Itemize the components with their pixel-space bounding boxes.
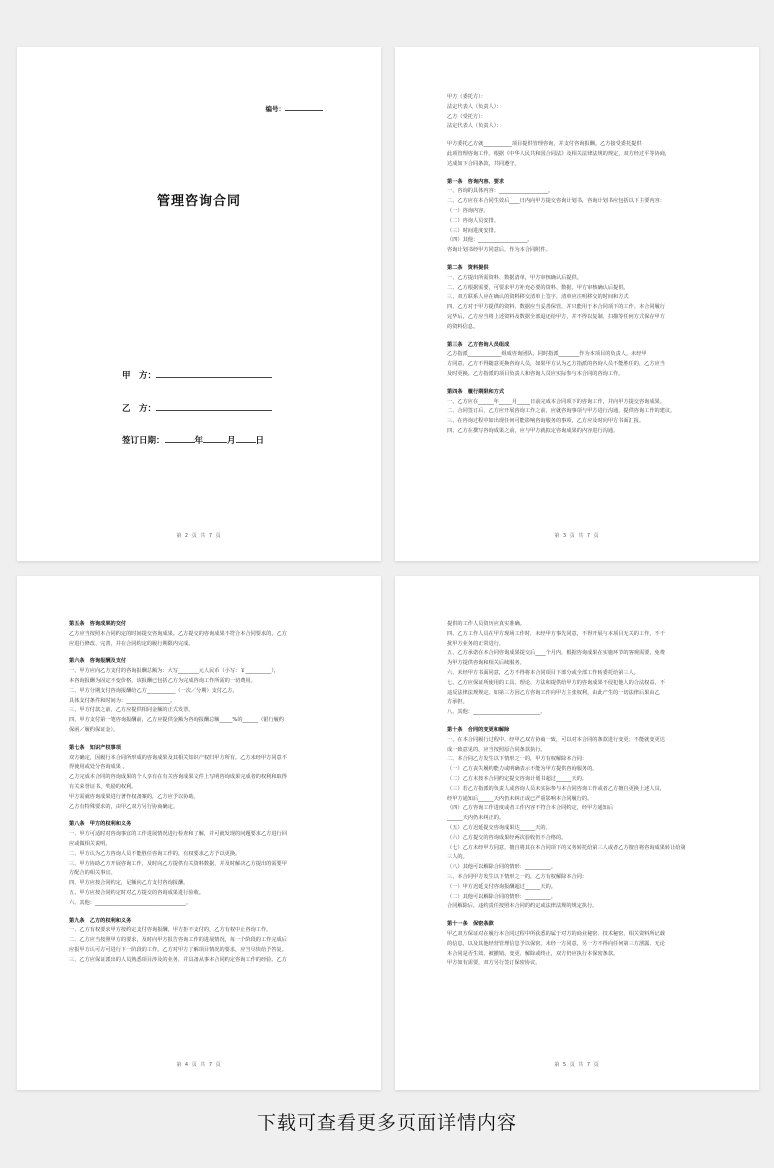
page-number: 第 2 页 共 7 页	[176, 533, 222, 539]
text-line: 方配合的相关事宜。	[69, 870, 116, 877]
text-line: 法定代表人（负责人）：	[447, 103, 502, 110]
paragraph-gap	[69, 909, 329, 917]
party-b-label: 乙 方：	[122, 404, 157, 414]
text-line: 此项管理咨询工作。根据《中华人民共和国合同法》及相关法律法规的规定，双方经过平等协商，	[447, 150, 671, 157]
clause-heading: 第二条 资料提供	[447, 264, 489, 271]
text-line: 乙方（受托方）：	[447, 113, 486, 120]
text-line: 方承担。	[447, 699, 468, 706]
text-line: 的资料信息。	[447, 323, 479, 330]
party-b-blank	[156, 401, 272, 411]
text-line: （六）乙方提交的咨询成果经两次验收仍不合格的。	[447, 834, 567, 841]
text-line: 经甲方通知后______天内仍未纠正或已严重影响本合同履行的。	[447, 795, 593, 802]
text-line: 四、甲方应按合同约定，足额向乙方支付咨询报酬。	[69, 880, 189, 887]
paragraph-gap	[447, 132, 707, 140]
paragraph-gap	[447, 380, 707, 388]
text-line: 合同解除后，违约责任按照本合同的约定或法律法规的规定执行。	[447, 903, 598, 910]
clause-heading: 第三条 乙方咨询人员组成	[447, 341, 510, 348]
text-line: 为甲方提供咨询和相关后续服务。	[447, 660, 525, 667]
page-body	[69, 620, 329, 966]
paragraph-gap	[447, 333, 707, 341]
text-line: 一、咨询的具体内容：___________________。	[447, 188, 554, 195]
party-a-label: 甲 方：	[122, 371, 157, 381]
text-line: 二、乙方应在本合同生效后____日内向甲方提交咨询计划书，咨询计划书应包括以下主要内容：	[447, 198, 665, 205]
text-line: 成一致意见的，应当按照原合同条款执行。	[447, 746, 546, 753]
sign-date-label: 签订日期：	[122, 436, 165, 446]
text-line: 及时更换。乙方指派的项目负责人和咨询人员应实际参与本合同的咨询工作。	[447, 370, 624, 377]
day-label: 日	[255, 436, 265, 446]
text-line: 乙方有特殊要求的，由甲乙双方另行协商确定。	[69, 803, 178, 810]
text-line: 六、未经甲方书面同意，乙方不得将本合同项目下部分或全部工作转委托给第三人。	[447, 669, 639, 676]
text-line: 三、甲方协助乙方开展咨询工作，及时向乙方提供有关资料数据，并及时解决乙方提出的需要甲	[69, 860, 287, 867]
text-line: 五、甲方应按合同约定时对乙方提交的咨询成果进行验收。	[69, 889, 204, 896]
month-blank	[203, 433, 227, 443]
text-line: 咨询计划书经甲方同意后，作为本合同附件。	[447, 247, 551, 254]
text-line: （三）若乙方指派的负责人或咨询人员未实际参与本合同咨询工作或者乙方擅自更换上述人员，	[447, 785, 665, 792]
document-page-5	[395, 576, 759, 1090]
page-body	[447, 620, 707, 969]
contract-title: 管理咨询合同	[156, 194, 241, 209]
text-line: 二、甲方认为乙方咨询人员不能胜任咨询工作的，有权要求乙方予以更换。	[69, 850, 241, 857]
download-more-caption: 下载可查看更多页面详情内容	[256, 1112, 517, 1134]
clause-heading: 第四条 履行期限和方式	[447, 388, 505, 395]
text-line: 六、其他：___________________________________。	[69, 899, 191, 906]
text-line: 本咨询报酬为固定不变价格，该报酬已包括乙方为完成咨询工作所需的一切费用。	[69, 677, 256, 684]
party-a-line	[122, 368, 272, 381]
text-line: 的信息，以及其他经营管理信息予以保密。未经一方同意，另一方不得向任何第三方泄露、无论	[447, 940, 665, 947]
text-line: 甲方（委托方）：	[447, 94, 486, 100]
text-line: 乙方应当按照本合同约定的时间提交咨询成果。乙方提交的咨询成果不符合本合同要求的，乙方	[69, 630, 287, 637]
text-line: 甲方如有需要，双方另行签订保密协议。	[447, 960, 541, 967]
text-line: 二、甲方分期支付咨询报酬给乙方___________（一次／分期）支付乙方。	[69, 687, 238, 694]
text-line: 达成如下合同条款，共同遵守。	[447, 160, 520, 167]
text-line: 四、乙方在撰写咨询成果之前，应与甲方就拟定咨询成果的内容进行沟通。	[447, 427, 619, 434]
clause-heading: 第十一条 保密条款	[447, 921, 494, 928]
party-b-line	[122, 401, 272, 414]
text-line: （五）乙方迟延提交咨询成果达______天的。	[447, 824, 551, 831]
text-line: （一）甲方迟延支付咨询报酬超过______天的。	[447, 883, 556, 890]
text-line: 一、乙方有权要求甲方按约定支付咨询报酬，甲方拒不支付的，乙方有权中止咨询工作。	[69, 927, 272, 934]
text-line: 法定代表人（负责人）：	[447, 123, 502, 130]
text-line: （二）其他可以解除合同的情形：__________。	[447, 893, 556, 900]
text-line: （一）咨询内容。	[447, 207, 489, 214]
day-blank	[236, 433, 256, 443]
text-line: （四）其他：___________________。	[447, 237, 533, 244]
text-line: 三、双方联系人应在确认的资料移交清单上签字，清单应注明移交的时间和方式	[447, 294, 629, 301]
text-line: （八）其他可以解除合同的情形：__________。	[447, 864, 556, 871]
paragraph-gap	[69, 649, 329, 657]
text-line: 三、在咨询过程中如出现任何可能影响咨询服务的事项，乙方应及时向甲方书面汇报。	[447, 418, 645, 425]
clause-heading: 第一条 咨询内容、要求	[447, 178, 505, 185]
text-line: 一、甲方应向乙方支付的咨询报酬总额为：大写________元人民币（小写：￥__________），	[69, 668, 280, 675]
paragraph-gap	[447, 912, 707, 920]
text-line: 二、合同签订后，乙方应开展咨询工作之前，应就咨询事项与甲方进行沟通，提供咨询工作的建议。	[447, 408, 676, 415]
text-line: ______天内仍未纠正的。	[447, 815, 505, 822]
text-line: 二、乙方根据需要，可要求甲方补充必要的资料、数据，甲方审核确认后提供。	[447, 284, 629, 291]
text-line: （一）乙方丧失履约能力或明确表示不能为甲方提供咨询服务的。	[447, 766, 598, 773]
paragraph-gap	[447, 718, 707, 726]
text-line: （四）乙方咨询工作进度或者工作内容不符合本合同约定，经甲方通知后	[447, 805, 614, 812]
text-line: 四、甲方支付第一笔咨询报酬前，乙方应提供金额为咨询报酬总额_____%的______（银行履约	[69, 717, 285, 724]
text-line: 乙方指派_____________组成咨询团队，同时指派________作为本项目的负责人。未经甲	[447, 351, 647, 358]
text-line: 甲乙双方保证对在履行本合同过程中所获悉的属于对方的商业秘密、技术秘密、相关资料所记载	[447, 930, 665, 937]
document-page-4	[17, 576, 381, 1090]
text-line: 双方确定，因履行本合同所形成的咨询成果及其相关知识产权归甲方所有。乙方未经甲方同意不	[69, 754, 287, 761]
text-line: 三人的。	[447, 854, 468, 861]
text-line: 方同意，乙方不得随意更换咨询人员，如果甲方认为乙方指派的咨询人员不能胜任的，乙方应当	[447, 361, 665, 368]
text-line: 完毕后，乙方应当将上述资料及数据全部退还给甲方，并不得以复制、扫描等任何方式保存甲方	[447, 313, 665, 320]
text-line: 甲方委托乙方就___________项目提供管理咨询，并支付咨询报酬。乙方接受委托提供	[447, 141, 642, 148]
text-line: 四、乙方对于甲方提供的资料、数据应当妥善保管，并只能用于本合同项下的工作。本合同履行	[447, 304, 665, 311]
document-page-cover	[17, 47, 381, 561]
clause-heading: 第七条 知识产权事项	[69, 744, 121, 751]
text-line: （三）时间进度安排。	[447, 227, 499, 234]
text-line: （二）乙方未按本合同约定提交咨询计划书超过______天的。	[447, 775, 588, 782]
text-line: 八、其他：__________________________。	[447, 709, 546, 716]
year-label: 年	[194, 436, 204, 446]
paragraph-gap	[447, 256, 707, 264]
page-body	[447, 93, 707, 437]
text-line: （七）乙方未经甲方同意，擅自将其在本合同项下的义务转托给第三人或者乙方擅自将咨询成果转让给第	[447, 844, 686, 851]
serial-number-field	[266, 104, 324, 113]
text-line: 应或做相关说明。	[69, 840, 111, 847]
document-page-3	[395, 47, 759, 561]
text-line: 甲方需就咨询成果进行著作权备案的，乙方应予以协助。	[69, 793, 199, 800]
clause-heading: 第五条 咨询成果的交付	[69, 621, 127, 627]
text-line: 乙方完成本合同的咨询成果的个人享有在有关咨询成果文件上写明咨询成果完成者的权利和取得	[69, 774, 287, 781]
text-line: 三、本合同甲方发生以下情形之一的，乙方有权解除本合同：	[447, 873, 588, 880]
text-line: 应进行修改、完善，并在合同约定的履行期限内完成。	[69, 640, 194, 647]
text-line: 二、本合同乙方发生以下情形之一的，甲方有权解除本合同：	[447, 756, 588, 763]
month-label: 月	[227, 436, 236, 446]
serial-blank	[285, 104, 323, 111]
text-line: 扰甲方业务的正常进行。	[447, 640, 505, 647]
sign-date-line	[122, 433, 264, 446]
text-line: 三、乙方应保证派出的人员熟悉项目涉及的业务，并具备从事本合同约定咨询工作的经验。乙方	[69, 956, 287, 963]
text-line: 违反法律法规规定。如第三方因乙方咨询工作向甲方主张权利，由此产生的一切法律后果由乙	[447, 689, 660, 696]
text-line: 具体支付条件和时间为：_________________。	[69, 697, 176, 704]
text-line: 七、乙方应保证所使用的工具、理论、方法和提供给甲方的咨询成果不侵犯他人的合法权益，不	[447, 679, 665, 686]
text-line: 应报甲方认可方可进行下一阶段的工作。乙方对甲方了解项目情况的要求，应当尽快给予答复。	[69, 946, 287, 953]
paragraph-gap	[69, 736, 329, 744]
clause-heading: 第六条 咨询报酬及支付	[69, 658, 127, 665]
clause-heading: 第九条 乙方的权利和义务	[69, 917, 132, 924]
text-line: 本合同是否生效、被撤销、变更、解除或终止，双方仍应执行本保密条款。	[447, 950, 619, 957]
text-line: 有关荣誉证书、奖励的权利。	[69, 783, 137, 790]
paragraph-gap	[447, 170, 707, 178]
text-line: 得使用或处分咨询成果 。	[69, 764, 128, 771]
text-line: 提供的工作人员资历应真实准确。	[447, 621, 525, 627]
party-a-blank	[156, 368, 272, 378]
text-line: 一、甲方可适时对咨询事宜的工作进展情况进行检查和了解，并可就发现的问题要求乙方进行回	[69, 831, 287, 838]
clause-heading: 第十条 合同的变更和解除	[447, 726, 510, 733]
text-line: 四、乙方工作人员在甲方现场工作时，未经甲方事先同意，不得开展与本项目无关的工作，不干	[447, 630, 665, 637]
text-line: 一、乙方应在______年_____月_____日前完成本合同项下的咨询工作，并向甲方提交咨询成果。	[447, 398, 665, 405]
text-line: 保函／履约保证金）。	[69, 726, 119, 733]
year-blank	[165, 433, 195, 443]
text-line: （二）咨询人员安排。	[447, 217, 499, 224]
text-line: 二、乙方应当按照甲方的要求，及时向甲方报告咨询工作的进展情况，每一个阶段的工作完成后	[69, 937, 287, 944]
clause-heading: 第八条 甲方的权利和义务	[69, 821, 132, 828]
text-line: 一、在本合同履行过程中，经甲乙双方协商一致，可以对本合同的条款进行变更；不能就变更达	[447, 736, 665, 743]
paragraph-gap	[69, 812, 329, 820]
serial-label: 编号：	[265, 105, 285, 113]
text-line: 一、乙方提出所需资料、数据清单，甲方审核确认后提供。	[447, 274, 582, 281]
text-line: 三、甲方付款之前，乙方应提供相同金额的正式发票。	[69, 707, 194, 714]
page-number: 第 4 页 共 7 页	[176, 1062, 222, 1068]
page-number: 第 5 页 共 7 页	[554, 1062, 600, 1068]
text-line: 五、乙方承诺在本合同咨询成果提交后____个月内，根据咨询成果在实施环节的客观需要，免费	[447, 650, 665, 657]
page-number: 第 3 页 共 7 页	[554, 533, 600, 539]
